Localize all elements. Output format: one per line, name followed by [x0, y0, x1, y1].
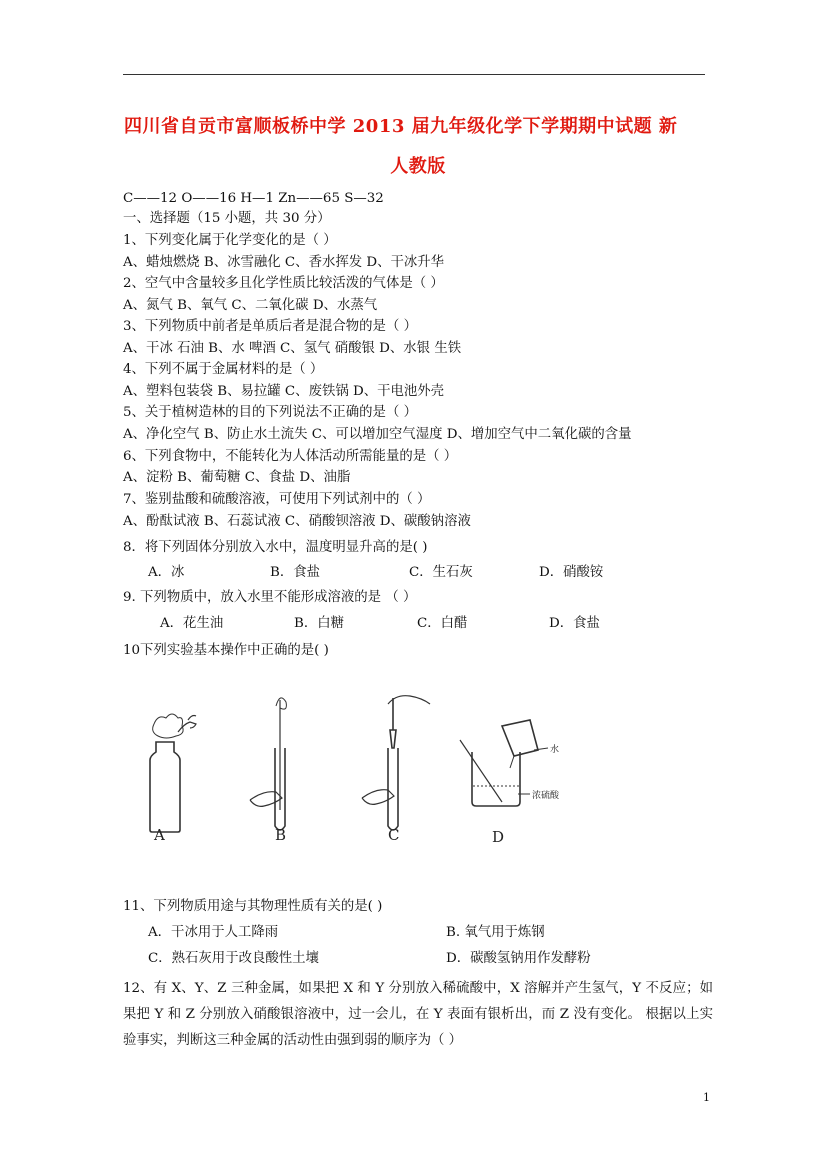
question-5-options: A、净化空气 B、防止水土流失 C、可以增加空气湿度 D、增加空气中二氧化碳的含量 [123, 427, 632, 442]
section-heading: 一、选择题（15 小题，共 30 分） [123, 211, 331, 226]
question-8-option-d: D．硝酸铵 [539, 565, 604, 580]
question-4-stem: 4、下列不属于金属材料的是（ ） [123, 362, 324, 377]
question-6-options: A、淀粉 B、葡萄糖 C、食盐 D、油脂 [123, 470, 351, 485]
figure-label-c: C [388, 826, 400, 844]
question-11-option-b: B. 氧气用于炼钢 [446, 925, 545, 940]
atomic-masses: C——12 O——16 H—1 Zn——65 S—32 [123, 191, 384, 206]
question-5-stem: 5、关于植树造林的目的下列说法不正确的是（ ） [123, 405, 417, 420]
header-rule [123, 74, 705, 75]
figure-label-d: D [492, 828, 505, 846]
figure-label-acid: 浓硫酸 [532, 791, 560, 801]
question-9-stem: 9. 下列物质中，放入水里不能形成溶液的是 （ ） [123, 590, 417, 605]
question-9-option-c: C．白醋 [417, 616, 468, 631]
question-8-option-c: C．生石灰 [409, 565, 473, 580]
page-title: 四川省自贡市富顺板桥中学 2013 届九年级化学下学期期中试题 新 [124, 116, 678, 137]
figure-label-a: A [154, 826, 165, 844]
question-11-option-d: D．碳酸氢钠用作发酵粉 [446, 951, 591, 966]
question-11-option-a: A．干冰用于人工降雨 [148, 925, 279, 940]
question-11-stem: 11、下列物质用途与其物理性质有关的是( ) [123, 899, 383, 914]
question-3-options: A、干冰 石油 B、水 啤酒 C、氢气 硝酸银 D、水银 生铁 [123, 341, 462, 356]
question-12: 12、有 X、Y、Z 三种金属，如果把 X 和 Y 分别放入稀硫酸中，X 溶解并产生氢气，Y 不反应；如果把 Y 和 Z 分别放入硝酸银溶液中，过一会儿，在 Y 表面有银析出，而 Z 没有变化。 根据以上实验事实，判断这三种金属的活动性由强到弱的顺序为（ ） [123, 981, 713, 1048]
question-8-stem: 8．将下列固体分别放入水中，温度明显升高的是( ) [123, 540, 428, 555]
question-2-options: A、氮气 B、氧气 C、二氧化碳 D、水蒸气 [123, 298, 378, 313]
page-title-continued: 人教版 [390, 156, 446, 177]
question-8-option-b: B．食盐 [270, 565, 321, 580]
question-11-option-c: C．熟石灰用于改良酸性土壤 [148, 951, 319, 966]
question-1-options: A、蜡烛燃烧 B、冰雪融化 C、香水挥发 D、干冰升华 [123, 255, 445, 270]
lab-operations-figure [130, 690, 610, 860]
page-number: 1 [703, 1091, 710, 1104]
question-7-stem: 7、鉴别盐酸和硫酸溶液，可使用下列试剂中的（ ） [123, 492, 431, 507]
question-9-option-a: A．花生油 [160, 616, 224, 631]
figure-b-test-tube [250, 698, 286, 830]
question-10-stem: 10下列实验基本操作中正确的是( ) [123, 643, 329, 658]
question-4-options: A、塑料包装袋 B、易拉罐 C、废铁锅 D、干电池外壳 [123, 384, 445, 399]
question-1-stem: 1、下列变化属于化学变化的是（ ） [123, 233, 337, 248]
question-6-stem: 6、下列食物中，不能转化为人体活动所需能量的是（ ） [123, 449, 458, 464]
figure-label-water: 水 [550, 745, 560, 755]
question-9-option-d: D．食盐 [549, 616, 600, 631]
figure-a-bottle [150, 714, 196, 832]
figure-c-dropper [362, 696, 430, 830]
question-3-stem: 3、下列物质中前者是单质后者是混合物的是（ ） [123, 319, 417, 334]
figure-label-b: B [275, 826, 287, 844]
question-7-options: A、酚酞试液 B、石蕊试液 C、硝酸钡溶液 D、碳酸钠溶液 [123, 514, 471, 529]
question-8-option-a: A．冰 [148, 565, 185, 580]
question-9-option-b: B．白糖 [294, 616, 345, 631]
question-2-stem: 2、空气中含量较多且化学性质比较活泼的气体是（ ） [123, 276, 444, 291]
